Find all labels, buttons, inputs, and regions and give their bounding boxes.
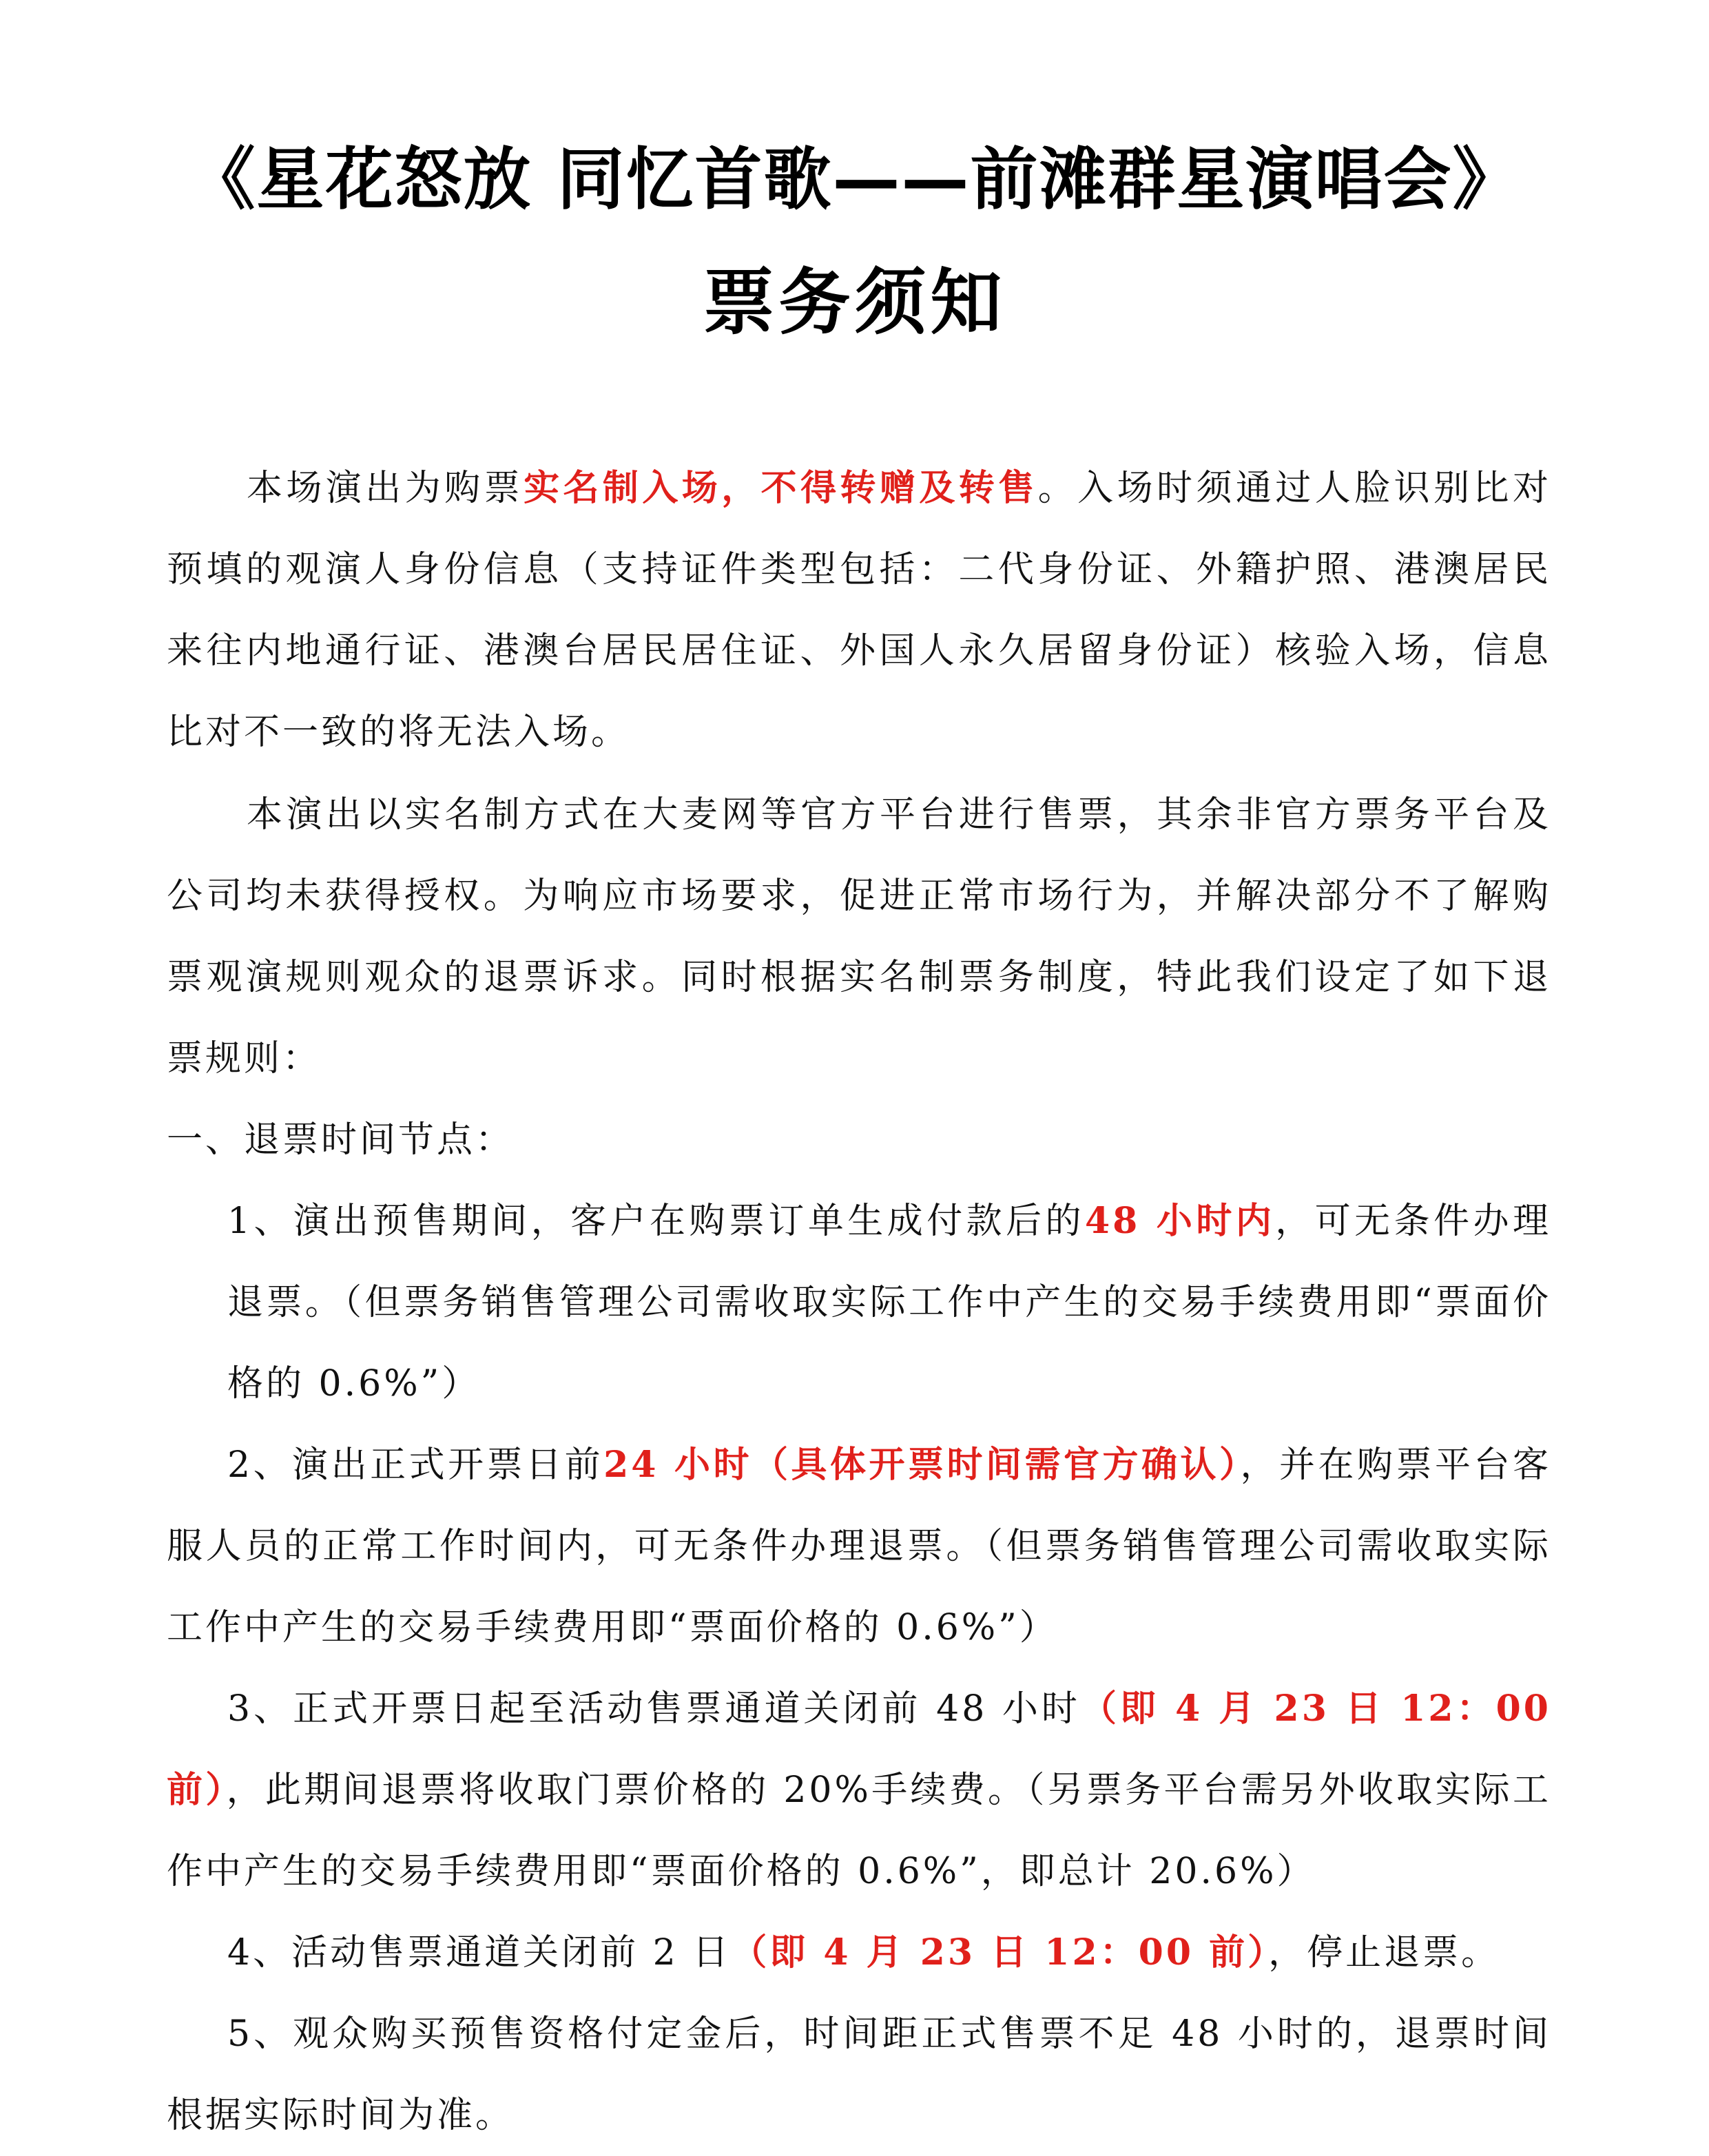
- item1-text-b: ，可无条件办理退票。（但票务销售管理公司需收取实际工作中产生的交易手续费用即“票面价格的 0.6%”）: [227, 1201, 1551, 1404]
- item4-text-b: ，停止退票。: [1268, 1932, 1500, 1973]
- refund-item-3: [167, 1668, 1551, 1912]
- item1-text-a: 1、演出预售期间，客户在购票订单生成付款后的: [227, 1201, 1085, 1242]
- item3-text-b: ，此期间退票将收取门票价格的 20%手续费。（另票务平台需另外收取实际工作中产生的交易手续费用即“票面价格的 0.6%”，即总计 20.6%）: [167, 1770, 1551, 1892]
- section-heading-refund-timing: 一、退票时间节点：: [167, 1119, 515, 1161]
- refund-item-5: 5、观众购买预售资格付定金后，时间距正式售票不足 48 小时的，退票时间根据实际时间为准。: [167, 2013, 1551, 2136]
- document-subtitle: 票务须知: [703, 260, 1006, 344]
- item4-text-a: 4、活动售票通道关闭前 2 日: [227, 1932, 732, 1973]
- item2-highlight: 24 小时（具体开票时间需官方确认）: [603, 1444, 1241, 1486]
- item2-text-a: 2、演出正式开票日前: [227, 1444, 604, 1486]
- item3-text-a: 3、正式开票日起至活动售票通道关闭前 48 小时: [227, 1688, 1081, 1730]
- item2-text-b: ，并在购票平台客服人员的正常工作时间内，可无条件办理退票。（但票务销售管理公司需收取实际工作中产生的交易手续费用即“票面价格的 0.6%”）: [167, 1444, 1551, 1648]
- p1-text-a: 本场演出为购票: [247, 468, 524, 509]
- paragraph-official-sales: 本演出以实名制方式在大麦网等官方平台进行售票，其余非官方票务平台及公司均未获得授权。为响应市场要求，促进正常市场行为，并解决部分不了解购票观演规则观众的退票诉求。同时根据实名制票务制度，特此我们设定了如下退票规则：: [167, 794, 1551, 1079]
- item3-highlight: （即 4 月 23 日 12：00 前）: [167, 1688, 1551, 1811]
- refund-item-4: [167, 1912, 1551, 1993]
- refund-item-1: [227, 1181, 1551, 1424]
- item4-highlight: （即 4 月 23 日 12：00 前）: [731, 1931, 1269, 1973]
- item1-highlight: 48 小时内: [1085, 1200, 1276, 1242]
- document-title: 《星花怒放 同忆首歌——前滩群星演唱会》: [187, 141, 1522, 219]
- paragraph-real-name: [167, 448, 1551, 773]
- p1-highlight: 实名制入场，不得转赠及转售: [524, 467, 1038, 509]
- p1-text-b: 。入场时须通过人脸识别比对预填的观演人身份信息（支持证件类型包括：二代身份证、外籍护照、港澳居民来往内地通行证、港澳台居民居住证、外国人永久居留身份证）核验入场，信息比对不一致的将无法入场。: [167, 468, 1551, 753]
- refund-item-2: [167, 1424, 1551, 1668]
